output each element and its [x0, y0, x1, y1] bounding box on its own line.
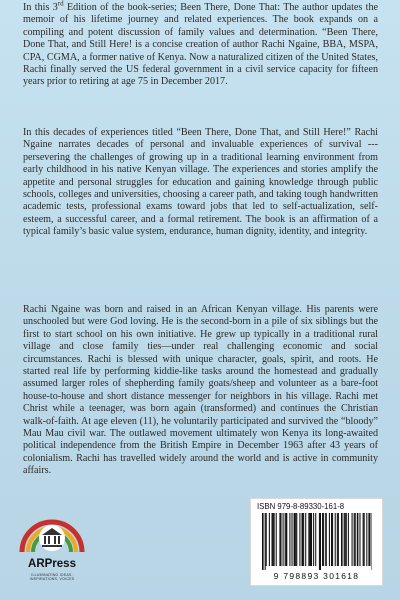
barcode-bar — [331, 513, 332, 566]
barcode-bar — [344, 513, 345, 566]
barcode-bar — [325, 513, 327, 566]
barcode-bar — [299, 513, 300, 566]
book-description-paragraph-1 — [23, 2, 378, 89]
isbn-barcode-box — [250, 498, 383, 586]
barcode-bar — [305, 513, 306, 566]
barcode-bar — [294, 513, 296, 566]
barcode-bar — [341, 513, 343, 566]
barcode-icon — [260, 513, 372, 570]
barcode-bar — [346, 513, 347, 566]
barcode-bar — [354, 513, 355, 566]
barcode-bar — [323, 513, 324, 566]
barcode-bar — [266, 513, 267, 566]
publisher-tagline — [18, 573, 86, 582]
barcode-bar — [269, 513, 270, 566]
book-description-paragraph-2: In this decades of experiences titled “Been There, Done That, and Still Here!” Rachi Ngaine narrates decades of personal and invaluable experiences of survival ---persevering the challenges of growing up in a traditional learning environment from early childhood in his native Kenyan village. The experiences and stories amplify the appetite and personal struggles for education and gaining knowledge through public schools, colleges and universities, choosing a career path, and taking tough handwritten academic tests, professional exams toward jobs that led to self-actualization, self-esteem, a successful career, and a formal retirement. The book is an affirmation of a typical family’s basic value system, endurance, human dignity, identity, and integrity. — [23, 127, 378, 238]
barcode-bar — [285, 513, 286, 566]
barcode-bar — [348, 513, 349, 566]
barcode-bar — [366, 513, 367, 566]
barcode-bar — [274, 513, 275, 566]
barcode-bar — [303, 513, 304, 566]
barcode-bar — [295, 513, 296, 566]
barcode-bar — [265, 513, 266, 570]
barcode-bar — [296, 513, 297, 566]
barcode-bar — [280, 513, 281, 566]
barcode-bar — [273, 513, 274, 566]
barcode-bar — [369, 513, 370, 566]
barcode-bar — [363, 513, 364, 566]
barcode-bar — [286, 513, 288, 566]
barcode-bar — [355, 513, 356, 566]
barcode-bar — [357, 513, 359, 566]
barcode-bar — [320, 513, 321, 570]
barcode-bar — [319, 513, 320, 570]
barcode-bar — [335, 513, 336, 566]
publisher-logo — [18, 500, 86, 594]
barcode-bar — [338, 513, 339, 566]
para1-text-rest: Edition of the book-series; Been There, Done That: The author updates the memoir of his lifetime journey and related experiences. The book expands on a compiling and potent discussion of family values and determination. “Been There, Done That, and Still Here! is a concise creation of author Rachi Ngaine, BBA, MSPA, CPA, CGMA, a former native of Kenya. Now a naturalized citizen of the United States, Rachi finally served the US federal government in a civil service capacity for fifteen years prior to retiring at age 75 in December 2017. — [23, 2, 378, 88]
isbn-number: 9 798893 301618 — [273, 571, 360, 581]
barcode-bar — [309, 513, 311, 566]
barcode-bar — [289, 513, 290, 566]
barcode-bar — [276, 513, 277, 566]
publisher-tagline-line-2: INSPIRATIONS, VOICES — [29, 577, 75, 582]
publisher-name: ARPress — [28, 558, 76, 570]
barcode-bar — [262, 513, 264, 570]
author-bio-paragraph: Rachi Ngaine was born and raised in an African Kenyan village. His parents were unschooled but were God loving. He is the second-born in a pile of six siblings but the first to start school on his own initiative. He grew up typically in a traditional rural village and close family ties—under real challenging economic and social circumstances. Rachi is blessed with unique character, goals, spirit, and roots. He started real life by performing kiddie-like tasks around the homestead and gradually assumed larger roles of shepherding family goats/sheep and volunteer as a bare-foot house-to-house and short distance messenger for neighbors in his village. Rachi met Christ while a teenager, was born again (transformed) and continues the Christian walk-of-faith. At age eleven (11), he voluntarily participated and survived the “bloody” Mau Mau civil war. The outlawed movement ultimately won Kenya its long-awaited political independence from the British Empire in December 1963 after 43 years of colonialism. Rachi has travelled widely around the world and is active in community affairs. — [23, 304, 378, 477]
barcode-bar — [359, 513, 360, 566]
barcode-bar — [364, 513, 365, 566]
barcode-bar — [283, 513, 284, 566]
barcode-bar — [315, 513, 316, 566]
barcode-bar — [302, 513, 304, 566]
barcode-bar — [352, 513, 353, 566]
publisher-tagline-line-1: ILLUMINATING IDEAS, — [31, 573, 73, 577]
edition-superscript: rd — [57, 0, 64, 8]
barcode-bar — [308, 513, 309, 566]
barcode-bar — [311, 513, 312, 566]
para1-text-start: In this 3 — [23, 2, 58, 13]
isbn-label: ISBN 979-8-89330-161-8 — [257, 502, 345, 511]
barcode-bar — [292, 513, 293, 566]
barcode-bar — [332, 513, 333, 566]
publisher-emblem-icon — [18, 500, 86, 558]
barcode-bar — [272, 513, 273, 566]
barcode-bar — [322, 513, 323, 566]
barcode-bar — [345, 513, 346, 566]
barcode-bar — [337, 513, 338, 566]
barcode-bar — [329, 513, 330, 566]
barcode-bar — [279, 513, 280, 566]
barcode-bar — [313, 513, 314, 566]
barcode-bar — [368, 513, 369, 566]
